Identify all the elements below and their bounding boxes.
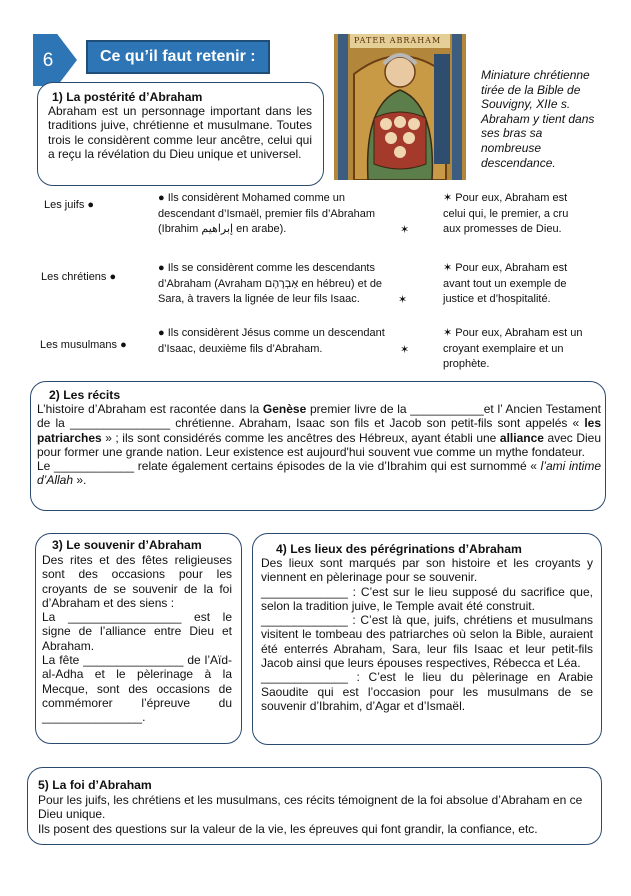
right-cell: ✶ Pour eux, Abraham est avant tout un exemple de justice et d’hospitalité. (443, 262, 568, 305)
section-text: Des lieux sont marqués par son histoire et les croyants y viennent en pèlerinage pour se souvenir. _____________ : C’est sur le lieu supposé du sacrifice que, selon la tradition juive, le Temple avait été construit. _____________ : C’est là que, juifs, chrétiens et musulmans visitent le tombeau des patriarches où selon la Bible, auraient été enterrés Abraham, Sara, leur fils Isaac et leur petit-fils Jacob ainsi que leurs épouses respectives, Rébecca et Léa. _____________ : C’est le lieu du pèlerinage en Arabie Saoudite qui est l’occasion pour les musulmans de se souvenir d’Ibrahim, d’Agar et d’Ismaël. (261, 556, 593, 713)
section-souvenir (35, 533, 242, 744)
retenir-title: Ce qu’il faut retenir : (86, 40, 270, 74)
middle-cell: ● Ils considèrent Jésus comme un descendant d’Isaac, deuxième fils d’Abraham. (158, 327, 385, 355)
row-label: Les chrétiens ● (41, 271, 117, 283)
row-label: Les juifs ● (44, 199, 95, 211)
keyword-patriarches: les patriarches (37, 416, 601, 445)
miniature-image (334, 34, 466, 180)
chapter-number: 6 (42, 50, 54, 71)
row-label: Les musulmans ● (40, 339, 127, 351)
miniature-illustration (334, 34, 466, 180)
section-title: 2) Les récits (49, 388, 121, 402)
star-icon: ✶ (400, 344, 410, 356)
right-cell: ✶ Pour eux, Abraham est celui qui, le premier, a cru aux promesses de Dieu. (443, 192, 569, 235)
section-text: Pour les juifs, les chrétiens et les musulmans, ces récits témoignent de la foi absolue d’Abraham en ce Dieu unique. Ils posent des questions sur la valeur de la vie, les épreuves qui font grandir, la confiance, etc. (38, 793, 583, 836)
miniature-caption: Miniature chrétienne tirée de la Bible de Souvigny, XIIe s. Abraham y tient dans ses bras sa nombreuse descendance. (481, 68, 595, 170)
section-text: Des rites et des fêtes religieuses sont des occasions pour les croyants de se souvenir de la foi d’Abraham et des siens : La _________________ est le signe de l’alliance entre Dieu et Abraham. La fête _______________ de l’Aïd-al-Adha et le pèlerinage à la Mecque, sont des occasions de commémorer l’épreuve du _______________. (42, 553, 232, 725)
right-cell: ✶ Pour eux, Abraham est un croyant exemplaire et un prophète. (443, 327, 583, 370)
section-title: 5) La foi d’Abraham (38, 778, 152, 792)
section-posterite (37, 82, 324, 186)
bullet-icon: ● (158, 262, 165, 274)
bullet-icon: ● (120, 339, 127, 351)
middle-cell: ● Ils se considèrent comme les descendants d’Abraham (Avraham אַבְרָהָם en hébreu) et de Sara, à travers la lignée de leur fils Isaac. (158, 262, 383, 305)
star-icon: ✶ (398, 294, 408, 306)
star-icon: ✶ (443, 327, 453, 339)
bullet-icon: ● (87, 199, 95, 211)
section-text: L’histoire d’Abraham est racontée dans la Genèse premier livre de la ___________et l’ Ancien Testament de la _______________ chrétienne. Abraham, Isaac son fils et Jacob son petit-fils sont appelés « les patriarches » ; ils sont considérés comme les ancêtres des Hébreux, ayant établi une alliance avec Dieu pour former une grande nation. Leur existence est aujourd'hui souvent vue comme un mythe fondateur. Le ____________ relate également certains épisodes de la vie d’Ibrahim qui est surnommé « l’ami intime d’Allah ». (37, 402, 602, 488)
section-title: 4) Les lieux des pérégrinations d’Abraham (276, 542, 522, 556)
bullet-icon: ● (158, 192, 165, 204)
bullet-icon: ● (158, 327, 165, 339)
section-text: Abraham est un personnage important dans les traditions juive, chrétienne et musulmane. Toutes trois le considèrent comme leur ancêtre, celui qui a reçu la révélation du Dieu unique et universel. (48, 104, 312, 161)
miniature-inscription: PATER ABRAHAM (354, 36, 442, 45)
section-recits (30, 381, 606, 511)
star-icon: ✶ (443, 192, 453, 204)
middle-cell: ● Ils considèrent Mohamed comme un descendant d’Ismaël, premier fils d’Abraham (Ibrahim إبراهيم en arabe). (158, 192, 376, 235)
section-title: 1) La postérité d’Abraham (52, 90, 203, 104)
star-icon: ✶ (400, 224, 410, 236)
keyword-alliance: alliance (499, 430, 544, 445)
bullet-icon: ● (109, 271, 117, 283)
star-icon: ✶ (443, 262, 453, 274)
section-title: 3) Le souvenir d’Abraham (52, 538, 202, 552)
keyword-genese: Genèse (262, 402, 307, 416)
section-foi (27, 767, 602, 845)
keyword-ami-intime: l’ami intime d’Allah (37, 459, 602, 488)
section-lieux (252, 533, 602, 745)
